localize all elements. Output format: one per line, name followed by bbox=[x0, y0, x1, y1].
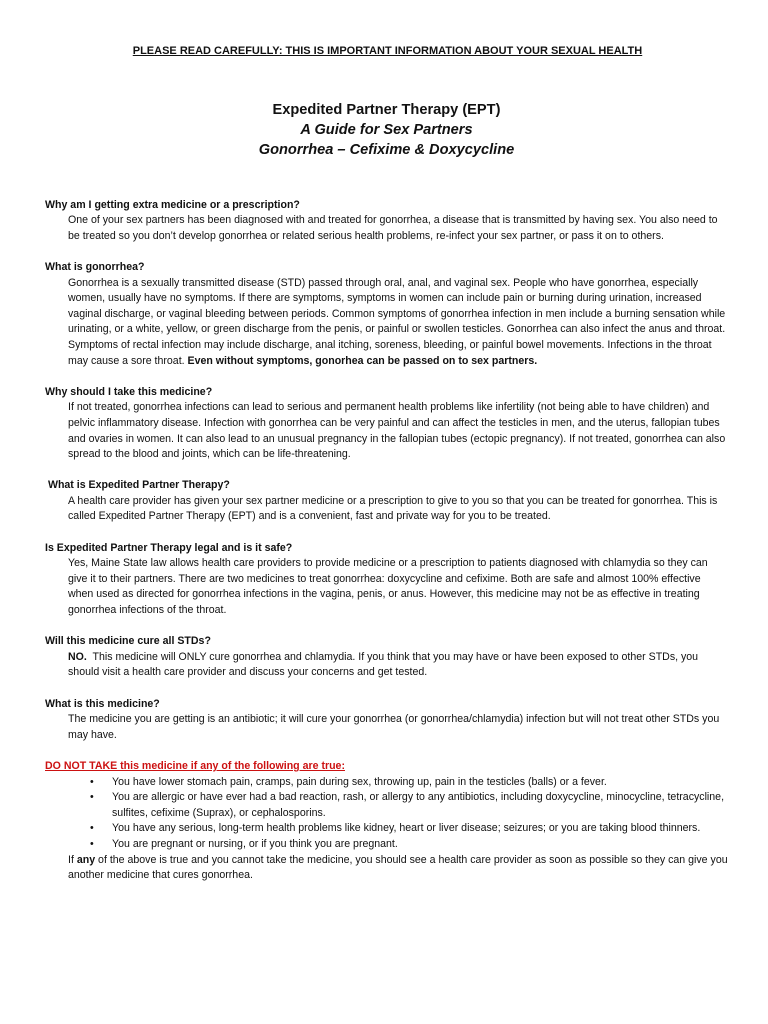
section-what-gonorrhea bbox=[45, 260, 728, 369]
answer-body: This medicine will ONLY cure gonorrhea and chlamydia. If you think that you may have or have been exposed to other STDs, you should visit a health care provider and discuss your concerns and get tested. bbox=[68, 650, 702, 679]
bullet-icon: • bbox=[90, 822, 94, 835]
question-heading: Is Expedited Partner Therapy legal and is it safe? bbox=[45, 541, 293, 554]
warning-list bbox=[45, 775, 728, 853]
section-legal-safe bbox=[45, 541, 728, 619]
footer-pre: If bbox=[68, 853, 77, 866]
document-subtitle-medicines: Gonorrhea – Cefixime & Doxycycline bbox=[258, 141, 515, 158]
answer-text: The medicine you are getting is an antibiotic; it will cure your gonorrhea (or gonorrhea/chlamydia) infection but will not treat other STDs you may have. bbox=[68, 713, 720, 741]
question-heading: Why should I take this medicine? bbox=[45, 385, 213, 398]
answer-text bbox=[68, 276, 728, 370]
warning-heading: DO NOT TAKE this medicine if any of the following are true: bbox=[45, 759, 345, 772]
answer-text bbox=[68, 650, 728, 681]
list-item bbox=[45, 837, 728, 853]
answer-text: One of your sex partners has been diagnosed with and treated for gonorrhea, a disease that is transmitted by having sex. You also need to be treated so you don’t develop gonorrhea or related serious health problems, re-infect your sex partner, or pass it on to others. bbox=[68, 214, 718, 242]
bullet-icon: • bbox=[90, 837, 94, 850]
answer-text: A health care provider has given your sex partner medicine or a prescription to give to you so that you can be treated for gonorrhea. This is called Expedited Partner Therapy (EPT) and is a convenient, fast and private way for you to be treated. bbox=[68, 494, 718, 523]
section-warning bbox=[45, 759, 728, 884]
bullet-icon: • bbox=[90, 775, 94, 788]
document-subtitle: A Guide for Sex Partners bbox=[300, 121, 473, 138]
section-what-medicine bbox=[45, 697, 728, 744]
bullet-icon: • bbox=[90, 791, 94, 804]
document-title: Expedited Partner Therapy (EPT) bbox=[272, 101, 501, 118]
footer-emphasis: any bbox=[76, 853, 96, 866]
warning-footer bbox=[68, 853, 728, 884]
question-heading: Why am I getting extra medicine or a prescription? bbox=[45, 198, 300, 211]
list-item-text: You have any serious, long-term health problems like kidney, heart or liver disease; seizures; or you are taking blood thinners. bbox=[112, 822, 701, 835]
question-heading: What is gonorrhea? bbox=[45, 260, 145, 273]
answer-emphasis: Even without symptoms, gonorhea can be passed on to sex partners. bbox=[187, 354, 538, 367]
answer-text: If not treated, gonorrhea infections can lead to serious and permanent health problems like infertility (not being able to have children) and pelvic inflammatory disease. Infection with gonorrhea can be very painful and can affect the testicles in men, and the uterus, fallopian tubes and ovaries in women. It can also lead to an unusual pregnancy in the fallopian tubes (ectopic pregnancy). If not treated, gonorrhea can also spread to the blood and joints, which can be life-threatening. bbox=[68, 401, 726, 461]
section-cure-all bbox=[45, 634, 728, 681]
list-item bbox=[45, 790, 728, 821]
answer-emphasis: NO. bbox=[68, 650, 87, 663]
list-item bbox=[45, 821, 728, 837]
list-item-text: You are allergic or have ever had a bad reaction, rash, or allergy to any antibiotics, including doxycycline, minocycline, tetracycline, sulfites, cefixime (Suprax), or cephalosporins. bbox=[112, 791, 725, 819]
question-heading: What is Expedited Partner Therapy? bbox=[45, 479, 230, 492]
question-heading: Will this medicine cure all STDs? bbox=[45, 635, 211, 648]
section-why-extra bbox=[45, 198, 728, 245]
footer-post: of the above is true and you cannot take the medicine, you should see a health care provider as soon as possible so they can give you another medicine that cures gonorrhea. bbox=[68, 853, 728, 882]
section-what-ept bbox=[45, 478, 728, 525]
section-why-take bbox=[45, 385, 728, 463]
answer-body: Gonorrhea is a sexually transmitted disease (STD) passed through oral, anal, and vaginal sex. People who have gonorrhea, especially women, usually have no symptoms. If there are symptoms, symptoms in women can include pain or burning during urination, increased vaginal discharge, or vaginal bleeding between periods. Common symptoms of gonorrhea infection in men include a burning sensation while urinating, or a white, yellow, or green discharge from the penis, or painful or swollen testicles. Gonorrhea can also infect the anus and throat. Symptoms of rectal infection may include discharge, anal itching, soreness, bleeding, or painful bowel movements. Infections in the throat may cause a sore throat. bbox=[68, 276, 726, 367]
list-item bbox=[45, 775, 728, 791]
list-item-text: You are pregnant or nursing, or if you think you are pregnant. bbox=[112, 837, 398, 850]
important-notice: PLEASE READ CAREFULLY: THIS IS IMPORTANT INFORMATION ABOUT YOUR SEXUAL HEALTH bbox=[132, 45, 643, 57]
title-block bbox=[45, 100, 728, 160]
answer-text: Yes, Maine State law allows health care providers to provide medicine or a prescription to patients diagnosed with chlamydia so they can give it to their partners. There are two medicines to treat gonorrhea: doxycycline and cefixime. Both are safe and almost 100% effective when used as directed for gonorrhea infections in the vagina, penis, or anus. However, this medicine may not be as effective in treating gonorrhea infections of the throat. bbox=[68, 557, 708, 617]
question-heading: What is this medicine? bbox=[45, 697, 160, 710]
list-item-text: You have lower stomach pain, cramps, pain during sex, throwing up, pain in the testicles (balls) or a fever. bbox=[112, 775, 607, 788]
